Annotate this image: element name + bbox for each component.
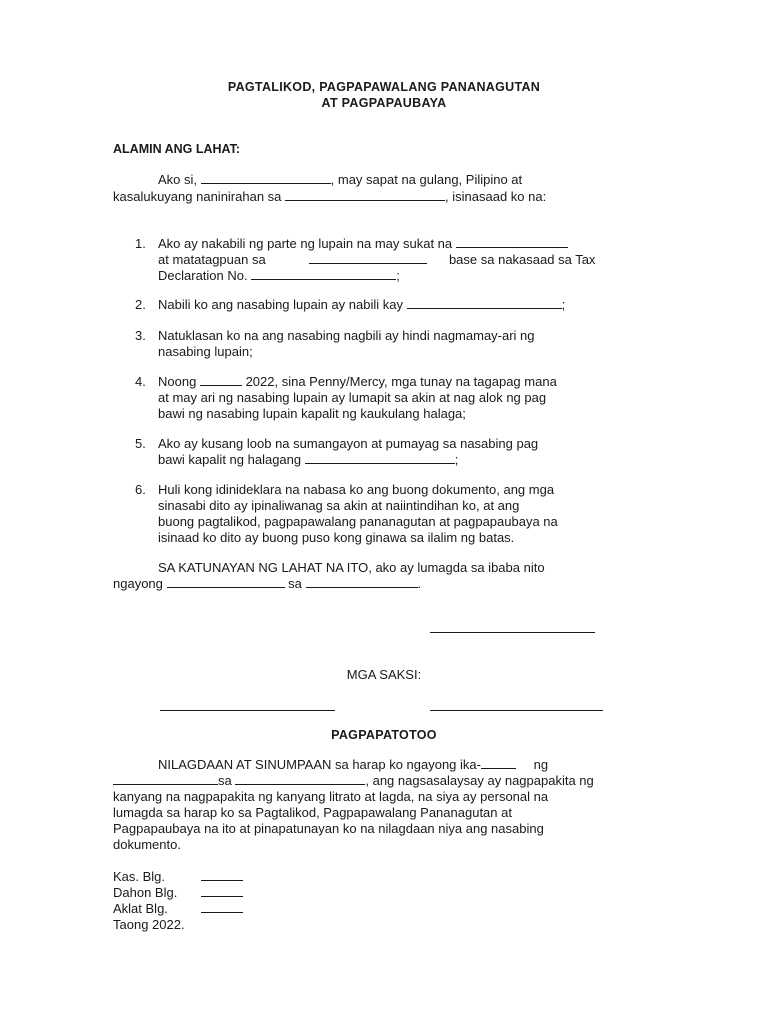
attestation-heading: PAGPAPATOTOO xyxy=(331,728,437,742)
item-6-line1: Huli kong idinideklara na nabasa ko ang buong dokumento, ang mga xyxy=(158,482,555,497)
day-blank[interactable] xyxy=(481,757,516,769)
amount-blank[interactable] xyxy=(305,452,455,464)
witnesses-label: MGA SAKSI: xyxy=(346,667,422,682)
tax-declaration-blank[interactable] xyxy=(251,268,396,280)
item-1-text-2a: at matatagpuan sa xyxy=(158,252,266,267)
area-blank[interactable] xyxy=(456,236,568,248)
place-blank[interactable] xyxy=(306,576,418,588)
item-1-text-3a: Declaration No. xyxy=(158,268,248,283)
intro-text-c: kasalukuyang naninirahan sa xyxy=(113,189,282,204)
document-title-line2: AT PAGPAPAUBAYA xyxy=(321,96,447,110)
address-blank[interactable] xyxy=(285,189,445,201)
item-3-number: 3. xyxy=(135,328,146,343)
item-4-line3: bawi ng nasabing lupain kapalit ng kaukulang halaga; xyxy=(158,406,466,421)
item-4-text-b: 2022, sina Penny/Mercy, mga tunay na tagapag mana xyxy=(245,374,557,389)
item-6-line3: buong pagtalikod, pagpapawalang pananagutan at pagpapaubaya na xyxy=(158,514,558,529)
doc-number-blank[interactable] xyxy=(201,869,243,881)
item-2-number: 2. xyxy=(135,297,146,312)
item-4-number: 4. xyxy=(135,374,146,389)
attestation-line1 xyxy=(158,757,548,772)
affiant-signature-line[interactable] xyxy=(430,632,595,633)
page-number-label: Dahon Blg. xyxy=(113,885,178,900)
attestation-text-2a: sa xyxy=(218,773,232,788)
attestation-line3: kanyang na nagpapakita ng kanyang litrato at lagda, na siya ay personal na xyxy=(113,789,549,804)
item-1-line2 xyxy=(158,252,595,267)
item-5-line1: Ako ay kusang loob na sumangayon at pumayag sa nasabing pag xyxy=(158,436,539,451)
date-blank[interactable] xyxy=(167,576,285,588)
item-6-line2: sinasabi dito ay ipinaliwanag sa akin at naiintindihan ko, at ang xyxy=(158,498,520,513)
notary-place-blank[interactable] xyxy=(235,773,365,785)
book-number-row xyxy=(113,901,243,916)
item-1-line1 xyxy=(158,236,568,251)
item-3-line2: nasabing lupain; xyxy=(158,344,253,359)
attestation-line5: Pagpapaubaya na ito at pinapatunayan ko na nilagdaan niya ang nasabing xyxy=(113,821,544,836)
closing-text-b: sa xyxy=(288,576,302,591)
item-1-text: Ako ay nakabili ng parte ng lupain na may sukat na xyxy=(158,236,453,251)
month-year-blank[interactable] xyxy=(113,773,218,785)
intro-text-d: , isinasaad ko na: xyxy=(445,189,547,204)
item-3-line1: Natuklasan ko na ang nasabing nagbili ay hindi nagmamay-ari ng xyxy=(158,328,535,343)
item-4-line1 xyxy=(158,374,557,389)
item-1-text-2b: base sa nakasaad sa Tax xyxy=(448,252,596,267)
page-number-row xyxy=(113,885,243,900)
item-6-number: 6. xyxy=(135,482,146,497)
item-2-line1 xyxy=(158,297,565,312)
closing-text-c: . xyxy=(417,576,422,591)
location-blank[interactable] xyxy=(309,252,427,264)
document-title-line1: PAGTALIKOD, PAGPAPAWALANG PANANAGUTAN xyxy=(227,80,541,94)
name-blank[interactable] xyxy=(201,172,331,184)
book-number-label: Aklat Blg. xyxy=(113,901,168,916)
doc-number-row xyxy=(113,869,243,884)
intro-text-a: Ako si, xyxy=(158,172,198,187)
seller-blank[interactable] xyxy=(407,297,562,309)
book-number-blank[interactable] xyxy=(201,901,243,913)
item-2-text-b: ; xyxy=(561,297,566,312)
item-1-text-3b: ; xyxy=(396,268,400,283)
doc-number-label: Kas. Blg. xyxy=(113,869,166,884)
witness-1-signature-line[interactable] xyxy=(160,710,335,711)
item-5-number: 5. xyxy=(135,436,146,451)
intro-text-b: , may sapat na gulang, Pilipino at xyxy=(330,172,523,187)
item-1-number: 1. xyxy=(135,236,146,251)
intro-line2 xyxy=(113,189,546,204)
page-number-blank[interactable] xyxy=(201,885,243,897)
item-5-text-b: ; xyxy=(454,452,459,467)
item-1-line3 xyxy=(158,268,400,283)
item-4-line2: at may ari ng nasabing lupain ay lumapit sa akin at nag alok ng pag xyxy=(158,390,547,405)
item-6-line4: isinaad ko dito ay buong puso kong ginawa sa ilalim ng batas. xyxy=(158,530,515,545)
item-5-text-a: bawi kapalit ng halagang xyxy=(158,452,302,467)
salutation: ALAMIN ANG LAHAT: xyxy=(113,142,241,156)
item-4-text-a: Noong xyxy=(158,374,197,389)
intro-line1 xyxy=(158,172,522,187)
item-2-text: Nabili ko ang nasabing lupain ay nabili kay xyxy=(158,297,403,312)
attestation-line6: dokumento. xyxy=(113,837,181,852)
month-blank[interactable] xyxy=(200,374,242,386)
attestation-text-2b: , ang nagsasalaysay ay nagpapakita ng xyxy=(365,773,594,788)
witness-2-signature-line[interactable] xyxy=(430,710,603,711)
closing-line2 xyxy=(113,576,421,591)
attestation-line4: lumagda sa harap ko sa Pagtalikod, Pagpapawalang Pananagutan at xyxy=(113,805,512,820)
series-year: Taong 2022. xyxy=(113,917,185,932)
attestation-line2 xyxy=(113,773,594,788)
attestation-text-1b: ng xyxy=(533,757,549,772)
attestation-text-1a: NILAGDAAN AT SINUMPAAN sa harap ko ngayong ika- xyxy=(158,757,481,772)
closing-line1: SA KATUNAYAN NG LAHAT NA ITO, ako ay lumagda sa ibaba nito xyxy=(158,560,545,575)
item-5-line2 xyxy=(158,452,458,467)
closing-text-a: ngayong xyxy=(113,576,163,591)
